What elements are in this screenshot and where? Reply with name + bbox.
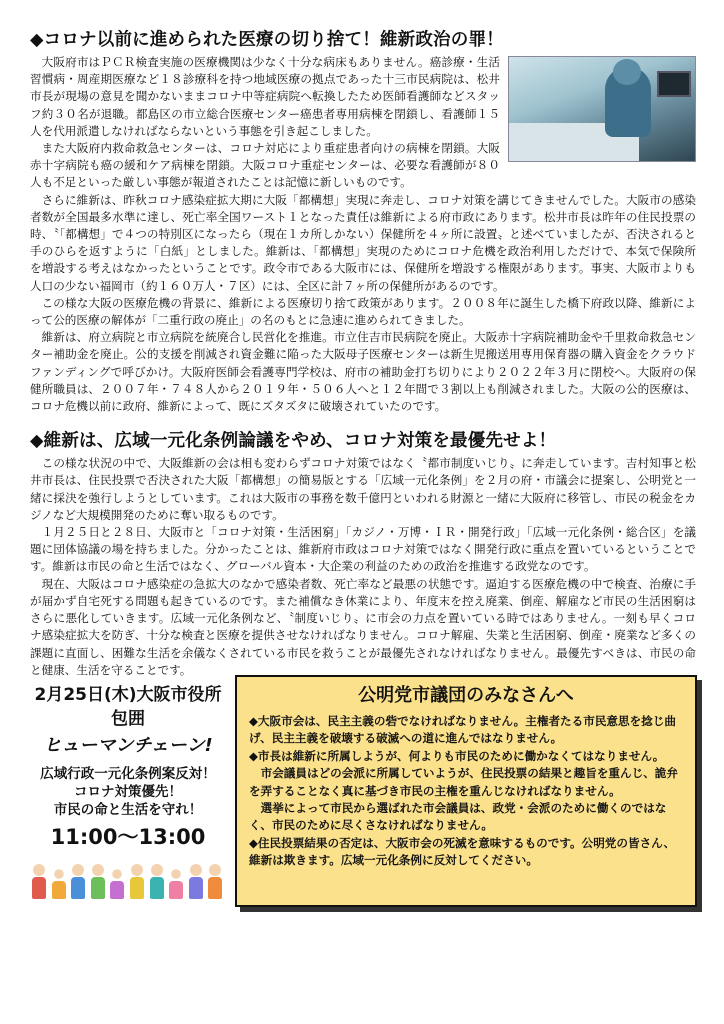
section1-paragraph: 大阪府市はＰＣＲ検査実施の医療機関は少なく十分な病床もありません。癌診療・生活習慣病・周産期医療など１８診療科を持つ地域医療の拠点であった十三市民病院は、松井市長が現場の意見を聞かないままコロナ中等症病院へ転換したため医師看護師などスタッフ約３０名が退職。都島区の市立総合医療センター癌患者専用病棟を閉鎖し、看護師１５人を代用派遣しなければならないという事態を引き起こしました。 [30, 55, 500, 138]
notice-item: ◆大阪市会は、民主主義の砦でなければなりません。主権者たる市民意思を捻じ曲げ、民主主義を破壊する破滅への道に進んではなりません。 [249, 713, 676, 746]
person-figure [169, 868, 183, 899]
person-head [171, 870, 181, 880]
person-head [72, 864, 84, 876]
person-figure [208, 864, 222, 899]
notice-item: ◆住民投票結果の否定は、大阪市会の死滅を意味するものです。公明党の皆さん、維新は欺きます。広域一元化条例に反対してください。 [249, 835, 676, 868]
section1-paragraph: また大阪府内救命救急センターは、コロナ対応により重症患者向けの病棟を閉鎖。大阪赤十字病院も癌の緩和ケア病棟を閉鎖。大阪コロナ重症センターは、必要な看護師が８０人も不足といった厳しい事態が報道されたことは記憶に新しいものです。 [30, 141, 500, 190]
section1-title: ◆コロナ以前に進められた医療の切り捨て！維新政治の罪！ [30, 30, 504, 50]
notice-item: ◆市長は維新に所属しようが、何よりも市民のために働かなくてはなりません。 [249, 748, 665, 763]
flyer-page [30, 28, 696, 933]
person-body [71, 877, 85, 899]
rally-box [30, 683, 226, 851]
person-body [189, 877, 203, 899]
person-head [131, 864, 143, 876]
rally-slogan: 市民の命と生活を守れ！ [53, 801, 203, 818]
rally-slogan: コロナ対策優先！ [74, 783, 182, 800]
notice-box [235, 675, 697, 907]
people-illustration [30, 851, 226, 899]
person-body [32, 877, 46, 899]
notice-item: 選挙によって市民から選ばれた市会議員は、政党・会派のために働くのではなく、市民のために尽くさなければなりません。 [249, 800, 667, 833]
person-head [33, 864, 45, 876]
section1-paragraph: さらに維新は、昨秋コロナ感染症拡大期に大阪「都構想」実現に奔走し、コロナ対策を講じてきませんでした。大阪市の感染者数が全国最多水準に達し、死亡率全国ワースト１となった責任は維新による府市政にあります。松井市長は昨年の住民投票の時、〝「都構想」で４つの特別区になったら（現在１カ所しかない）保健所を４ヶ所に設置〟と述べていましたが、否決されると手のひらを返すように「白紙」としました。維新は、「都構想」実現のためにコロナ危機を政治利用しただけで、本気で保険所を増設する考えはなかったということです。政令市である大阪市には、保健所を増設する権限があります。事実、大阪市よりも人口の少ない福岡市（約１６０万人・７区）には、全区に計７ヶ所の保健所があるのです。 [30, 192, 696, 293]
person-figure [150, 864, 164, 899]
rally-human-chain: ヒューマンチェーン! [43, 734, 213, 756]
person-body [169, 881, 183, 899]
section2-paragraph: 現在、大阪はコロナ感染症の急拡大のなかで感染者数、死亡率など最悪の状態です。逼迫する医療危機の中で検査、治療に手が届かず自宅死する問題も起きているのです。また補償なき休業により、年度末を控え廃業、倒産、解雇など市民の生活困窮はさらに悪化していきます。広域一元化条例など、〝制度いじり〟に市会の力点を置いている時ではありません。一刻も早くコロナ感染症拡大を防ぎ、十分な検査と医療を提供させなければなりません。コロナ解雇、失業と生活困窮、倒産・廃業など多くの課題に直面し、困難な生活を余儀なくされている市民を救うことが最優先されなければなりません。最優先すべきは、市民の命と健康、生活を守ることです。 [30, 576, 696, 677]
person-head [209, 864, 221, 876]
person-figure [189, 864, 203, 899]
section2-title: ◆維新は、広域一元化条例論議をやめ、コロナ対策を最優先せよ！ [30, 431, 557, 452]
person-body [110, 881, 124, 899]
photo-medical-worker-head [613, 59, 641, 85]
notice-item: 市会議員はどの会派に所属していようが、住民投票の結果と趣旨を重んじ、詭弁を弄することなく真に基づき市民の主権を重んじなければなりません。 [249, 766, 678, 798]
person-figure [71, 864, 85, 899]
person-head [92, 864, 104, 876]
section2-body [30, 455, 696, 679]
person-body [150, 877, 164, 899]
person-head [113, 870, 123, 880]
bottom-area [30, 683, 696, 933]
person-figure [52, 868, 66, 899]
person-figure [130, 864, 144, 899]
person-body [52, 881, 66, 899]
rally-slogan: 広域行政一元化条例案反対！ [40, 765, 216, 782]
notice-title: 公明党市議団のみなさんへ [358, 684, 574, 706]
person-body [208, 877, 222, 899]
section1-paragraph: 維新は、府立病院と市立病院を統廃合し民営化を推進。市立住吉市民病院を廃止。大阪赤十字病院補助金や千里救命救急センター補助金を廃止。公的支援を削減され資金難に陥った大阪母子医療センターは新生児搬送用専用保育器の購入資金をクラウドファンディングで呼びかけ。大阪府医師会看護専門学校は、府市の補助金打ち切りにより２０２２年３月に閉校へ。大阪府の保健所職員は、２００７年・７４８人から２０１９年・５０６人へと１２年間で３割以上も削減されました。大阪の公的医療は、コロナ危機以前に政府、維新によって、既にズタズタに破壊されていたのです。 [30, 330, 696, 414]
person-figure [91, 864, 105, 899]
person-body [91, 877, 105, 899]
person-head [54, 870, 64, 880]
photo-monitor [657, 71, 691, 97]
person-figure [110, 868, 124, 899]
person-body [130, 877, 144, 899]
rally-date: 2月25日(木)大阪市役所包囲 [34, 684, 222, 729]
person-figure [32, 864, 46, 899]
section2-paragraph: この様な状況の中で、大阪維新の会は相も変わらずコロナ対策ではなく〝都市制度いじり〟に奔走しています。吉村知事と松井市長は、住民投票で否決された大阪「都構想」の簡易版とする「広域一元化条例」を２月の府・市議会に提案し、公明党と一緒に採決を強行しようとしています。これは大阪市の事務を数千億円といわれる財源と一緒に大阪府に移管し、市民の税金をカジノなど大規模開発のために奪い取るものです。 [30, 456, 696, 522]
section1-body [30, 54, 696, 415]
icu-photo [508, 56, 696, 162]
person-head [151, 864, 163, 876]
section1-paragraph: この様な大阪の医療危機の背景に、維新による医療切り捨て政策があります。２００８年に誕生した橋下府政以降、維新によって公的医療の解体が「二重行政の廃止」の名のもとに急速に進められてきました。 [30, 295, 696, 328]
rally-time: 11:00～13:00 [50, 824, 206, 849]
person-head [190, 864, 202, 876]
section2-paragraph: １月２５日と２８日、大阪市と「コロナ対策・生活困窮」「カジノ・万博・ＩＲ・開発行政」「広域一元化条例・総合区」を議題に団体協議の場を持ちました。分かったことは、維新府市政はコロナ対策ではなく開発行政に重点を置いているということです。維新は市民の命と生活ではなく、グローバル資本・大企業の利益のための政治を推進する政党なのです。 [30, 525, 696, 574]
